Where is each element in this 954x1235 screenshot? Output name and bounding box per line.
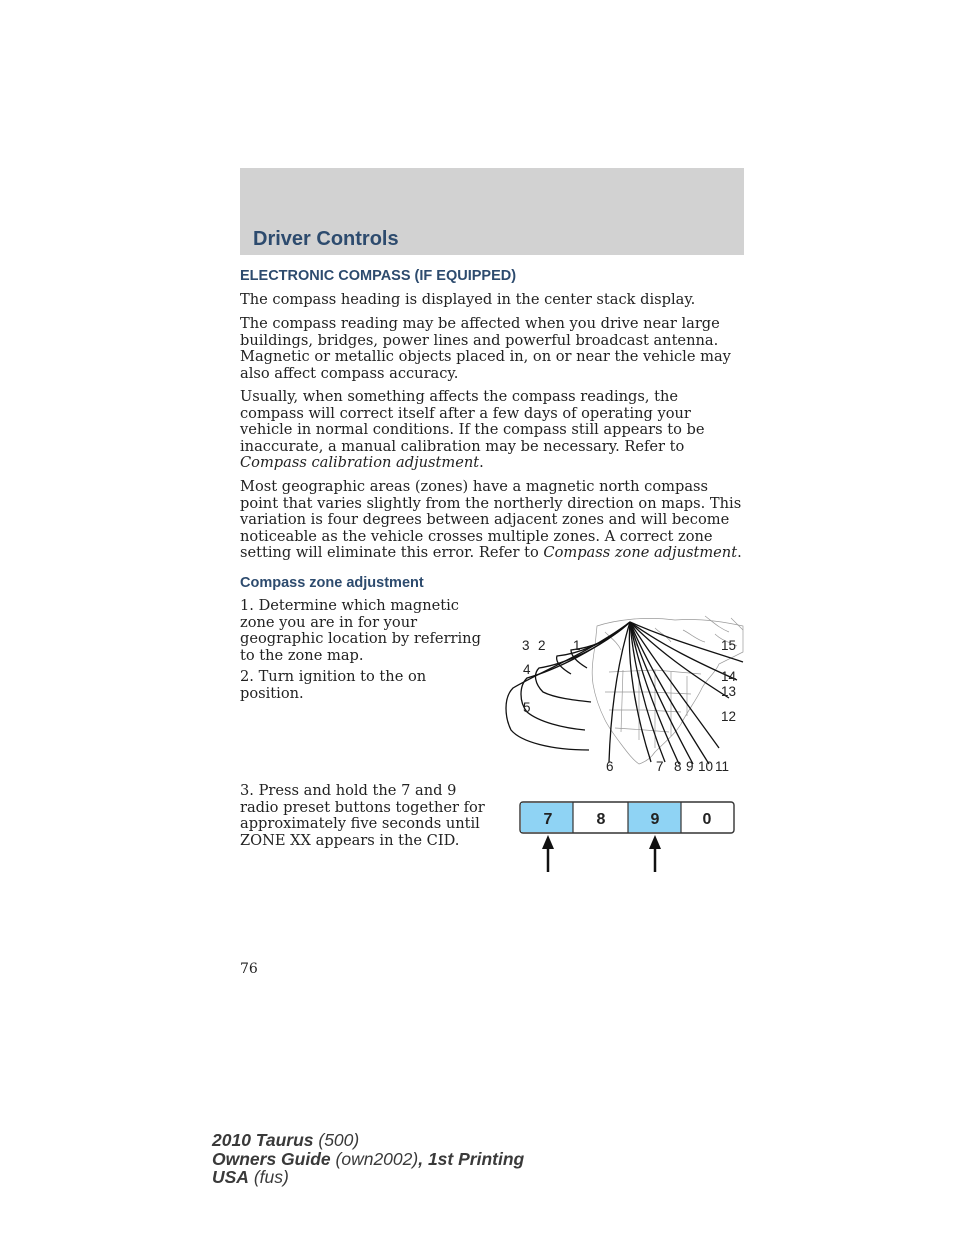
page-number: 76 xyxy=(240,961,258,977)
paragraph-zones xyxy=(240,479,746,562)
footer-region: USA xyxy=(212,1167,249,1187)
footer-model-code: (500) xyxy=(318,1130,360,1150)
preset-buttons-figure xyxy=(514,800,739,876)
step-2: 2. Turn ignition to the on position. xyxy=(240,668,427,702)
zone-label-2: 2 xyxy=(538,638,546,653)
preset-button-0: 0 xyxy=(702,811,712,828)
paragraph-zones-end: . xyxy=(737,544,742,561)
footer xyxy=(212,1131,524,1187)
compass-heading: ELECTRONIC COMPASS (IF EQUIPPED) xyxy=(240,268,517,284)
zone-map xyxy=(505,612,746,778)
zone-label-6: 6 xyxy=(606,759,614,774)
preset-button-7: 7 xyxy=(543,811,553,828)
zone-label-11: 11 xyxy=(715,759,730,774)
footer-region-code: (fus) xyxy=(253,1167,289,1187)
footer-guide-code: (own2002) xyxy=(335,1148,419,1169)
zone-label-10: 10 xyxy=(698,759,714,774)
zone-adjustment-heading: Compass zone adjustment xyxy=(240,575,424,591)
zone-reference: Compass zone adjustment xyxy=(543,544,738,561)
zone-label-5: 5 xyxy=(523,700,531,715)
paragraph-compass-correction-text: Usually, when something affects the compass readings, the compass will correct itself after a few days of operating your vehicle in normal conditions. If the compass still appears to be inaccurate, a manual calibration may be necessary. Refer to xyxy=(240,388,705,455)
zone-label-9: 9 xyxy=(686,759,694,774)
calibration-reference: Compass calibration adjustment xyxy=(240,454,480,471)
footer-guide: Owners Guide xyxy=(212,1148,331,1169)
paragraph-zones-text: Most geographic areas (zones) have a magnetic north compass point that varies slightly from the northerly direction on maps. This variation is four degrees between adjacent zones and will become noticeable as the vehicle crosses multiple zones. A correct zone setting will eliminate this error. Refer to xyxy=(240,478,742,561)
paragraph-compass-correction-end: . xyxy=(479,454,484,471)
arrow-up-icon xyxy=(542,835,554,872)
arrow-up-icon xyxy=(649,835,661,872)
section-title: Driver Controls xyxy=(253,228,399,250)
zone-label-1: 1 xyxy=(573,638,581,653)
zone-label-13: 13 xyxy=(721,684,737,699)
step-3: 3. Press and hold the 7 and 9 radio preset buttons together for approximately five seconds until ZONE XX appears in the CID. xyxy=(240,782,485,849)
step-1: 1. Determine which magnetic zone you are in for your geographic location by referring to the zone map. xyxy=(240,597,481,664)
zone-label-7: 7 xyxy=(656,759,664,774)
zone-label-12: 12 xyxy=(721,709,737,724)
paragraph-compass-correction xyxy=(240,389,746,472)
zone-label-8: 8 xyxy=(674,759,682,774)
paragraph-compass-affected: The compass reading may be affected when you drive near large buildings, bridges, power lines and powerful broadcast antenna. Magnetic or metallic objects placed in, on or near the vehicle may also affect compass accuracy. xyxy=(240,315,731,382)
zone-label-4: 4 xyxy=(523,662,531,677)
footer-model: 2010 Taurus xyxy=(212,1130,314,1150)
footer-printing: , 1st Printing xyxy=(418,1148,525,1169)
paragraph-compass-display: The compass heading is displayed in the center stack display. xyxy=(240,291,696,308)
preset-button-8: 8 xyxy=(596,811,606,828)
zone-label-15: 15 xyxy=(721,638,737,653)
zone-label-3: 3 xyxy=(522,638,530,653)
preset-button-9: 9 xyxy=(650,811,660,828)
zone-label-14: 14 xyxy=(721,669,737,684)
